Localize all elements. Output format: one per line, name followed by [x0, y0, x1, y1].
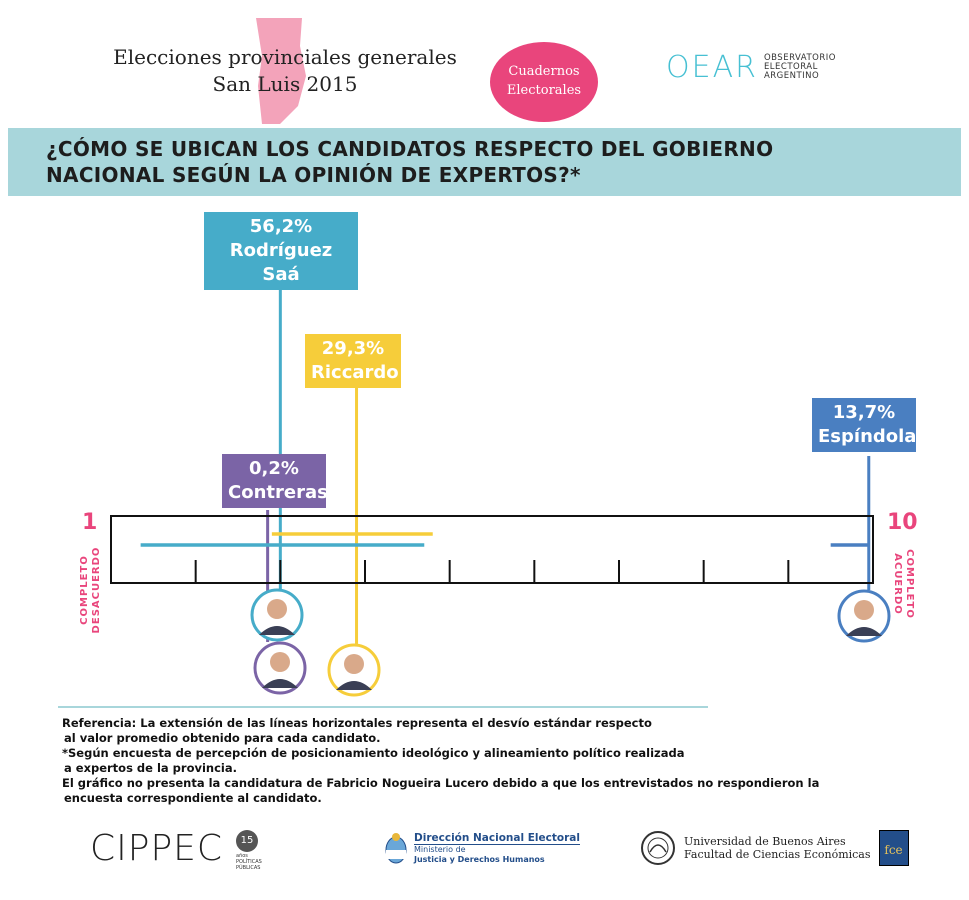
series-badge-line1: Cuadernos — [508, 64, 580, 79]
scale-box — [111, 516, 873, 583]
oear-text-line3: ARGENTINO — [763, 71, 820, 81]
oear-text-line1: OBSERVATORIO — [763, 53, 836, 63]
dne-logo — [384, 832, 580, 866]
dne-title: Dirección Nacional Electoral — [414, 832, 580, 844]
question-line1: ¿CÓMO SE UBICAN LOS CANDIDATOS RESPECTO DEL GOBIERNO — [46, 137, 774, 161]
note-line: Referencia: La extensión de las líneas horizontales representa el desvío estándar respecto — [62, 716, 652, 730]
axis-max-desc-line1: COMPLETO — [904, 549, 915, 619]
notes-divider — [58, 706, 708, 708]
axis-max-desc-line2: ACUERDO — [892, 553, 903, 615]
axis-min-desc-line1: COMPLETO — [79, 555, 90, 625]
uba-line2: Facultad de Ciencias Económicas — [684, 848, 871, 861]
candidate-avatar-1 — [329, 645, 379, 695]
callout-espindola — [812, 398, 916, 452]
callout-pct: 13,7% — [832, 402, 896, 423]
callout-pct: 29,3% — [321, 338, 385, 359]
axis-max-label: 10 — [887, 510, 918, 535]
callout-name: Riccardo — [311, 362, 399, 383]
uba-logo — [640, 830, 909, 866]
axis-min-desc-line2: DESACUERDO — [91, 546, 102, 634]
uba-line1: Universidad de Buenos Aires — [684, 835, 846, 848]
candidate-avatar-0 — [252, 590, 302, 640]
oear-text-line2: ELECTORAL — [763, 62, 818, 72]
footnotes — [62, 716, 822, 806]
callout-pct: 56,2% — [249, 216, 313, 237]
callout-rodriguez-saa — [204, 212, 358, 290]
dne-sub2: Justicia y Derechos Humanos — [414, 855, 545, 864]
candidate-avatar-3 — [255, 643, 305, 693]
cippec-anniversary-badge: 15 — [236, 830, 258, 852]
note-line: *Según encuesta de percepción de posicionamiento ideológico y alineamiento político realizada — [62, 746, 685, 760]
axis-max-desc — [891, 539, 915, 629]
cippec-logo-sub — [236, 853, 262, 871]
header-title-line1: Elecciones provinciales generales — [113, 45, 457, 69]
cippec-sub-line3: PÚBLICAS — [236, 865, 261, 871]
oear-logo-mark: OEAR — [666, 50, 758, 85]
callout-name: Rodríguez Saá — [229, 240, 333, 285]
note-line: al valor promedio obtenido para cada candidato. — [64, 731, 381, 745]
chart-lines-layer — [268, 270, 869, 644]
scale-ticks — [196, 560, 789, 583]
uba-seal-icon — [640, 830, 676, 866]
callout-riccardo — [305, 334, 401, 388]
callout-contreras — [222, 454, 326, 508]
note-line: a expertos de la provincia. — [64, 761, 237, 775]
question-line2: NACIONAL SEGÚN LA OPINIÓN DE EXPERTOS?* — [46, 163, 581, 187]
cippec-sub-line2: POLÍTICAS — [236, 859, 262, 865]
candidate-avatars — [252, 590, 889, 695]
axis-min-desc — [79, 545, 103, 635]
header-title-line2: San Luis 2015 — [212, 72, 358, 96]
note-line: encuesta correspondiente al candidato. — [64, 791, 322, 805]
fce-badge: fce — [879, 830, 909, 866]
argentina-coat-of-arms-icon — [384, 832, 408, 866]
header-title — [110, 44, 460, 98]
callout-name: Contreras — [228, 482, 328, 503]
cippec-sub-line1: años — [236, 853, 248, 859]
note-line: El gráfico no presenta la candidatura de Fabricio Nogueira Lucero debido a que los entrevistados no respondieron la — [62, 776, 820, 790]
dne-text — [414, 832, 580, 865]
callout-pct: 0,2% — [249, 458, 299, 479]
series-badge-line2: Electorales — [506, 83, 582, 98]
cippec-logo: CIPPEC — [90, 828, 224, 869]
uba-text — [684, 835, 871, 861]
candidate-avatar-2 — [839, 591, 889, 641]
axis-min-label: 1 — [82, 510, 98, 535]
dne-sub1: Ministerio de — [414, 845, 466, 854]
std-dev-ranges — [141, 534, 869, 545]
callout-name: Espíndola — [818, 426, 917, 447]
